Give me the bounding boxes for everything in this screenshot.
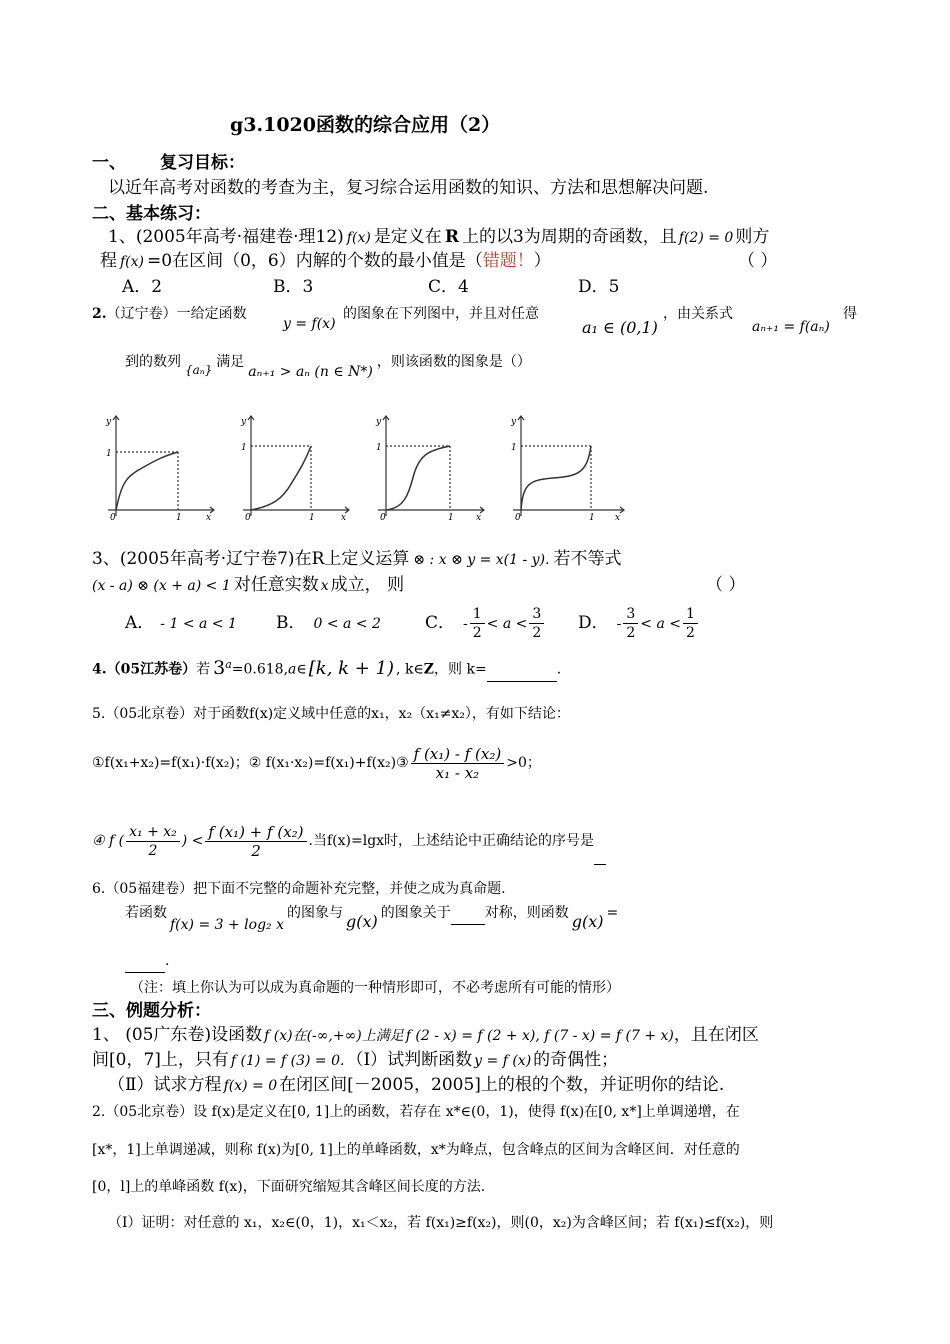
q2-line2: 到的数列 {aₙ} 满足aₙ₊₁ > aₙ (n ∈ N*)，则该函数的图象是（） — [125, 354, 531, 380]
page-title: g3.1020函数的综合应用（2） — [230, 114, 501, 136]
q1-line2: 程 f(x) =0在区间（0，6）内解的个数的最小值是（错题！） — [100, 251, 551, 271]
section-1-number: 一、 — [92, 153, 126, 173]
q2-line1: 2.（辽宁卷）一给定函数 — [92, 306, 247, 322]
q6-line2: 若函数f(x) = 3 + log₂ x的图象与 g(x) 的图象关于 对称，则函数 g(x) = — [125, 902, 618, 936]
q4-answer-blank[interactable] — [487, 659, 557, 682]
q2-a1: a₁ ∈ (0,1) — [582, 318, 658, 337]
graph-b-label-origin: 0 — [245, 513, 251, 520]
graph-c-label-x1: 1 — [448, 513, 454, 520]
q6-symmetry-blank[interactable] — [451, 902, 485, 925]
graph-a-label-x1: 1 — [176, 513, 182, 520]
q3-operation: ⊗ : x ⊗ y = x(1 - y). — [413, 552, 550, 568]
q2-yfx: y = f(x) — [283, 316, 336, 332]
graph-b[interactable] — [233, 410, 353, 520]
q1-line1: 1、(2005年高考·福建卷·理12) f(x) 是定义在 R 上的以3为周期的奇函数，且 f(2) = 0 则方 — [108, 227, 770, 247]
q3-line1: 3、(2005年高考·辽宁卷7)在R上定义运算 ⊗ : x ⊗ y = x(1 - y). 若不等式 — [92, 549, 622, 569]
graph-d-label-x1: 1 — [589, 513, 595, 520]
e1-line1: 1、 (05广东卷)设函数 f (x)在(-∞,+∞)上满足 f (2 - x) = f (2 + x), f (7 - x) = f (7 + x)，且在闭区 — [92, 1025, 759, 1045]
graph-a[interactable] — [98, 410, 218, 520]
graph-c-label-origin: 0 — [380, 513, 386, 520]
q6-note: （注：填上你认为可以成为真命题的一种情形即可，不必考虑所有可能的情形） — [130, 980, 620, 996]
q3-option-d: D． - $\frac{3}{2}$ < a < $\frac{1}{2}$ — [578, 600, 700, 647]
q2-inequality: aₙ₊₁ > aₙ (n ∈ N*) — [248, 364, 373, 380]
q3-option-b: B． 0 < a < 2 — [276, 613, 381, 633]
e2-line3: [0，l]上的单峰函数 f(x)，下面研究缩短其含峰区间长度的方法. — [92, 1179, 486, 1195]
q3-answer-paren: （ ） — [706, 575, 746, 595]
q4-interval: [k, k + 1) — [308, 657, 395, 679]
graph-c-label-x: x — [476, 513, 482, 520]
q5-conclusions-123: ①f(x₁+x₂)=f(x₁)·f(x₂)；② f(x₁·x₂)=f(x₁)+f(x₂)③ $\frac{\text{f (x₁) - f (x₂)}}{\text{x₁ - x₂}}$ >0； — [92, 744, 541, 782]
q2-sequence: {aₙ} — [185, 363, 213, 377]
e1-line2: 间[0，7]上，只有 f (1) = f (3) = 0. （Ⅰ）试判断函数 y = f (x) 的奇偶性； — [92, 1050, 619, 1070]
graph-d-curve — [521, 446, 591, 510]
q1-f2: f(2) = 0 — [678, 230, 734, 246]
graph-a-curve — [116, 452, 178, 510]
q5-conclusion-4: ④ f ( $\frac{\text{x₁ + x₂}}{2}$ ) < $\frac{\text{f (x₁) + f (x₂)}}{2}$ .当f(x)=lgx时，上述结论中正确结论的序号是 — [92, 818, 606, 865]
e2-line2: [x*，1]上单调递减，则称 f(x)为[0, 1]上的单峰函数，x*为峰点，包含峰点的区间为含峰区间．对任意的 — [92, 1142, 740, 1158]
q6-fx: f(x) = 3 + log₂ x — [170, 917, 284, 933]
q4-line: 4.（05江苏卷）若 $3^a=0.618,a\in$ [k, k + 1) , k∈Z，则 k= . — [92, 654, 561, 682]
graph-a-label-x: x — [206, 513, 212, 520]
q1-answer-paren: （ ） — [738, 251, 778, 271]
q6-line3: . — [125, 950, 169, 973]
q6-line1: 6.（05福建卷）把下面不完整的命题补充完整，并使之成为真命题. — [92, 881, 506, 897]
q3-line2: (x - a) ⊗ (x + a) < 1 对任意实数 x 成立， 则 — [92, 575, 405, 595]
q5-answer-blank[interactable] — [594, 818, 606, 865]
graph-a-label-origin: 0 — [110, 513, 116, 520]
graph-c-label-y: y — [376, 417, 382, 427]
q1-fx: f(x) — [346, 230, 371, 246]
e1-line3: （Ⅱ）试求方程 f(x) = 0 在闭区间[－2005，2005]上的根的个数，并证明你的结论. — [108, 1075, 725, 1095]
q1-option-d: D．5 — [578, 277, 620, 297]
graph-d-label-y: y — [511, 417, 517, 427]
graph-d-label-one: 1 — [511, 443, 517, 453]
q3-option-c: C． - $\frac{1}{2}$ < a < $\frac{3}{2}$ — [425, 600, 546, 647]
section-3-heading: 三、例题分析： — [92, 1001, 211, 1021]
graph-a-label-one: 1 — [106, 449, 112, 459]
e1-condition: f (2 - x) = f (2 + x), f (7 - x) = f (7 + x) — [405, 1028, 674, 1044]
graph-c-label-one: 1 — [376, 443, 382, 453]
graph-b-curve — [251, 446, 311, 510]
section-1-heading — [92, 152, 245, 174]
graph-b-label-y: y — [241, 417, 247, 427]
e2-line4: （I）证明：对任意的 x₁，x₂∈(0，1)，x₁＜x₂，若 f(x₁)≥f(x₂)，则(0，x₂)为含峰区间；若 f(x₁)≤f(x₂)，则 — [108, 1215, 774, 1231]
section-2-heading: 二、基本练习： — [92, 204, 211, 224]
graph-d-label-origin: 0 — [515, 513, 521, 520]
q1-option-c: C．4 — [428, 277, 469, 297]
q6-gx-blank[interactable] — [125, 950, 165, 973]
q5-line1: 5.（05北京卷）对于函数f(x)定义域中任意的x₁，x₂（x₁≠x₂），有如下结论： — [92, 706, 570, 722]
q1-option-a: A．2 — [122, 277, 163, 297]
graph-d[interactable] — [503, 410, 628, 520]
section-1-label: 复习目标： — [160, 153, 245, 173]
section-1-body: 以近年高考对函数的考查为主，复习综合运用函数的知识、方法和思想解决问题. — [108, 178, 709, 198]
q3-inequality: (x - a) ⊗ (x + a) < 1 — [92, 578, 231, 594]
q1-option-b: B．3 — [273, 277, 314, 297]
graph-a-label-y: y — [106, 417, 112, 427]
q3-option-a: A． - 1 < a < 1 — [125, 613, 237, 633]
e2-line1: 2.（05北京卷）设 f(x)是定义在[0, 1]上的函数，若存在 x*∈(0，1)，使得 f(x)在[0, x*]上单调递增，在 — [92, 1104, 740, 1120]
graph-b-label-one: 1 — [241, 443, 247, 453]
graph-b-label-x: x — [341, 513, 347, 520]
q2-recurrence: aₙ₊₁ = f(aₙ) — [752, 319, 830, 335]
graph-b-label-x1: 1 — [309, 513, 315, 520]
graph-c-curve — [386, 446, 450, 510]
q1-error-note: 错题！ — [482, 251, 534, 271]
graph-d-label-x: x — [615, 513, 621, 520]
graph-c[interactable] — [368, 410, 488, 520]
